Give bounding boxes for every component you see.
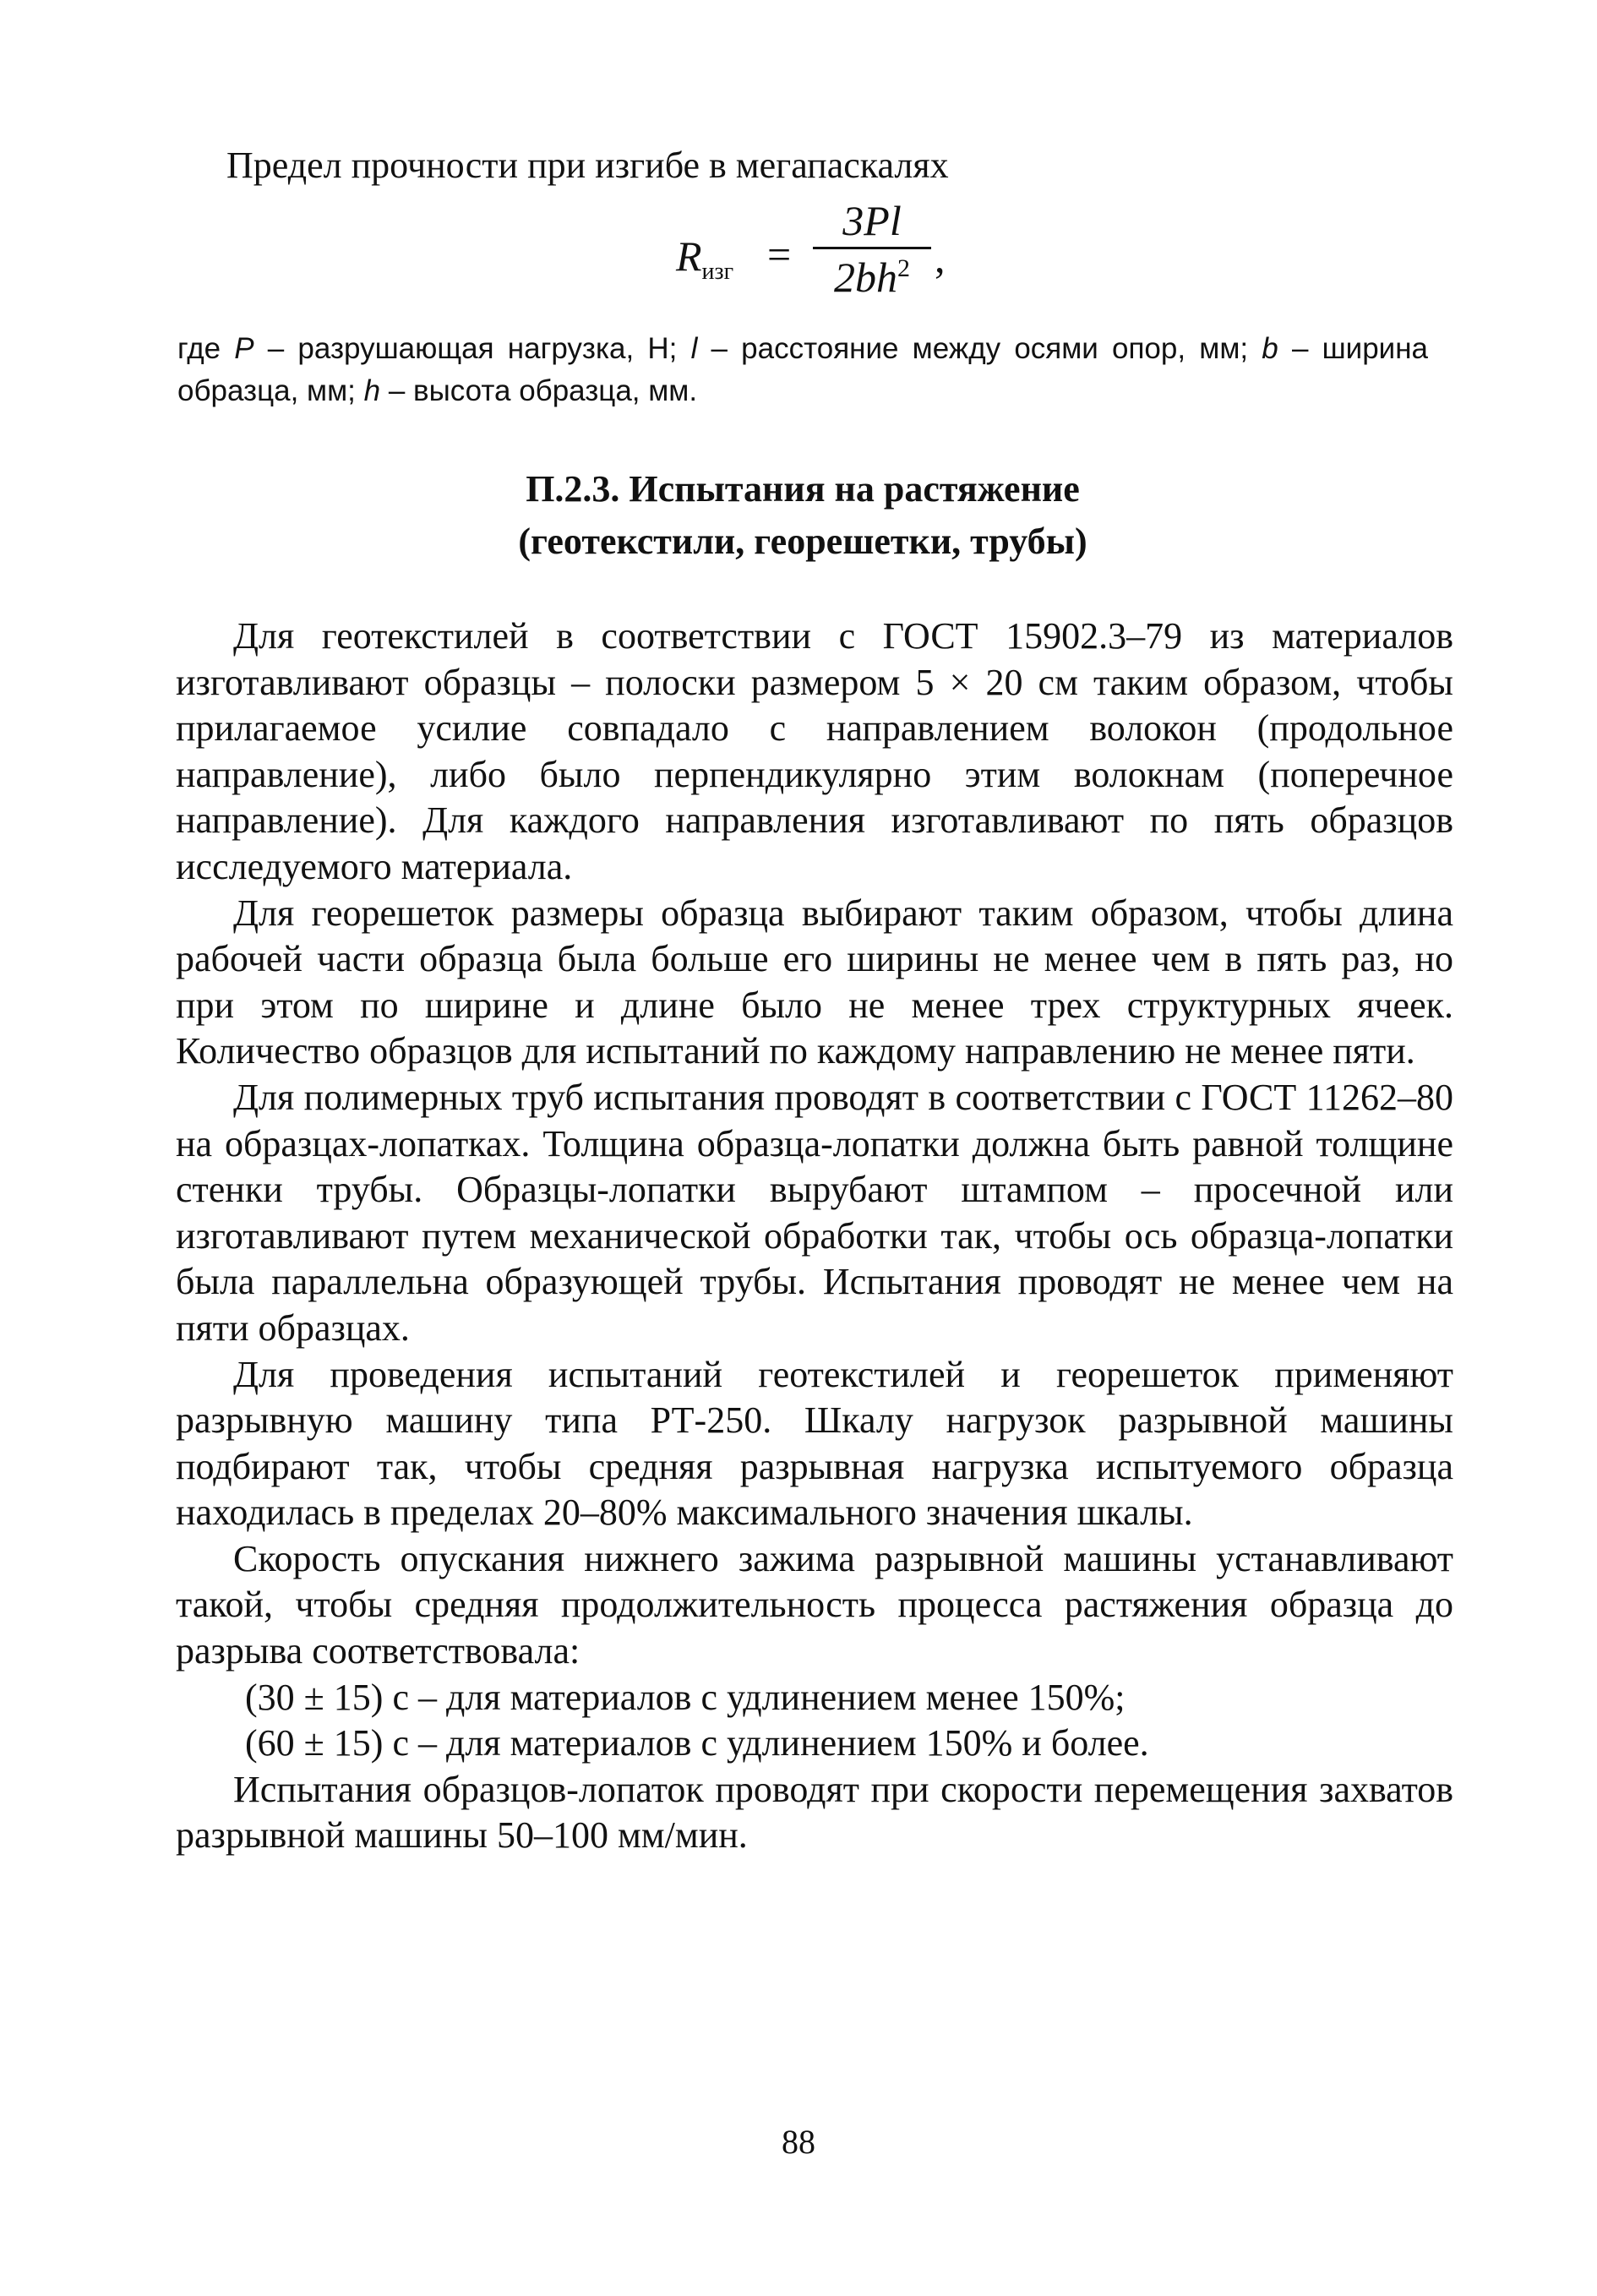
list-item: (30 ± 15) с – для материалов с удлинением менее 150%; [245,1676,1126,1718]
where-text-2: – разрушающая нагрузка, Н; [253,332,691,365]
fraction-bar [813,247,931,249]
formula-equals: = [767,231,792,278]
duration-list [176,1675,1453,1767]
where-text-3: – расстояние между осями опор, мм; [697,332,1262,365]
paragraph-geogrids: Для георешеток размеры образца выбирают таким образом, чтобы длина рабочей части образца была больше его ширины не менее чем в пять раз, но при этом по ширине и длине было не менее трех структурных ячеек. Количество образцов для испытаний по каждому направлению не менее пяти. [176,892,1453,1072]
formula-comma: , [935,234,946,281]
where-text-4: – ширина образца, мм; [177,332,1429,407]
formula-lhs-subscript: изг [701,259,734,285]
formula-denominator-exponent: 2 [897,254,910,282]
paragraph-speed: Скорость опускания нижнего зажима разрывной машины устанавливают такой, чтобы средняя продолжительность процесса растяжения образца до разрыва соответствовала: [176,1537,1453,1672]
formula-lhs-symbol: R [676,232,702,280]
bending-strength-formula [676,196,1031,314]
paragraph-machine: Для проведения испытаний геотекстилей и георешеток применяют разрывную машину типа РТ-250. Шкалу нагрузок разрывной машины подбирают так, чтобы средняя разрывная нагрузка испытуемого образца находилась в пределах 20–80% максимального значения шкалы. [176,1353,1453,1534]
paragraph-pipes: Для полимерных труб испытания проводят в соответствии с ГОСТ 11262–80 на образцах-лопатках. Толщина образца-лопатки должна быть равной толщине стенки трубы. Образцы-лопатки вырубают штампом – просечной или изготавливают путем механической обработки так, чтобы ось образца-лопатки была параллельна образующей трубы. Испытания проводят не менее чем на пяти образцах. [176,1076,1453,1349]
section-heading-line-1: П.2.3. Испытания на растяжение [526,468,1080,510]
variable-definitions [177,328,1428,412]
intro-line: Предел прочности при изгибе в мегапаскалях [226,145,949,186]
list-item: (60 ± 15) с – для материалов с удлинением 150% и более. [245,1722,1149,1764]
formula-lhs [676,232,734,285]
page-number: 88 [782,2123,815,2161]
var-b: b [1262,332,1278,365]
var-h: h [363,374,381,407]
where-text-5: – высота образца, мм. [380,374,698,407]
formula-fraction [813,196,931,302]
body-text [176,614,1453,1859]
formula-numerator: 3Pl [842,197,902,244]
section-heading-line-2: (геотекстили, георешетки, трубы) [518,521,1087,562]
where-text-1: где [177,332,235,365]
section-heading [177,463,1428,568]
var-l: l [690,332,698,365]
paragraph-final: Испытания образцов-лопаток проводят при скорости перемещения захватов разрывной машины 50–100 мм/мин. [176,1768,1453,1857]
formula-denominator [813,253,931,302]
var-P: P [234,332,254,365]
formula-denominator-base: 2bh [834,254,897,301]
paragraph-geotextiles: Для геотекстилей в соответствии с ГОСТ 15902.3–79 из материалов изготавливают образцы – полоски размером 5 × 20 см таким образом, чтобы прилагаемое усилие совпадало с направлением волокон (продольное направление), либо было перпендикулярно этим волокнам (поперечное направление). Для каждого направления изготавливают по пять образцов исследуемого материала. [176,615,1453,887]
